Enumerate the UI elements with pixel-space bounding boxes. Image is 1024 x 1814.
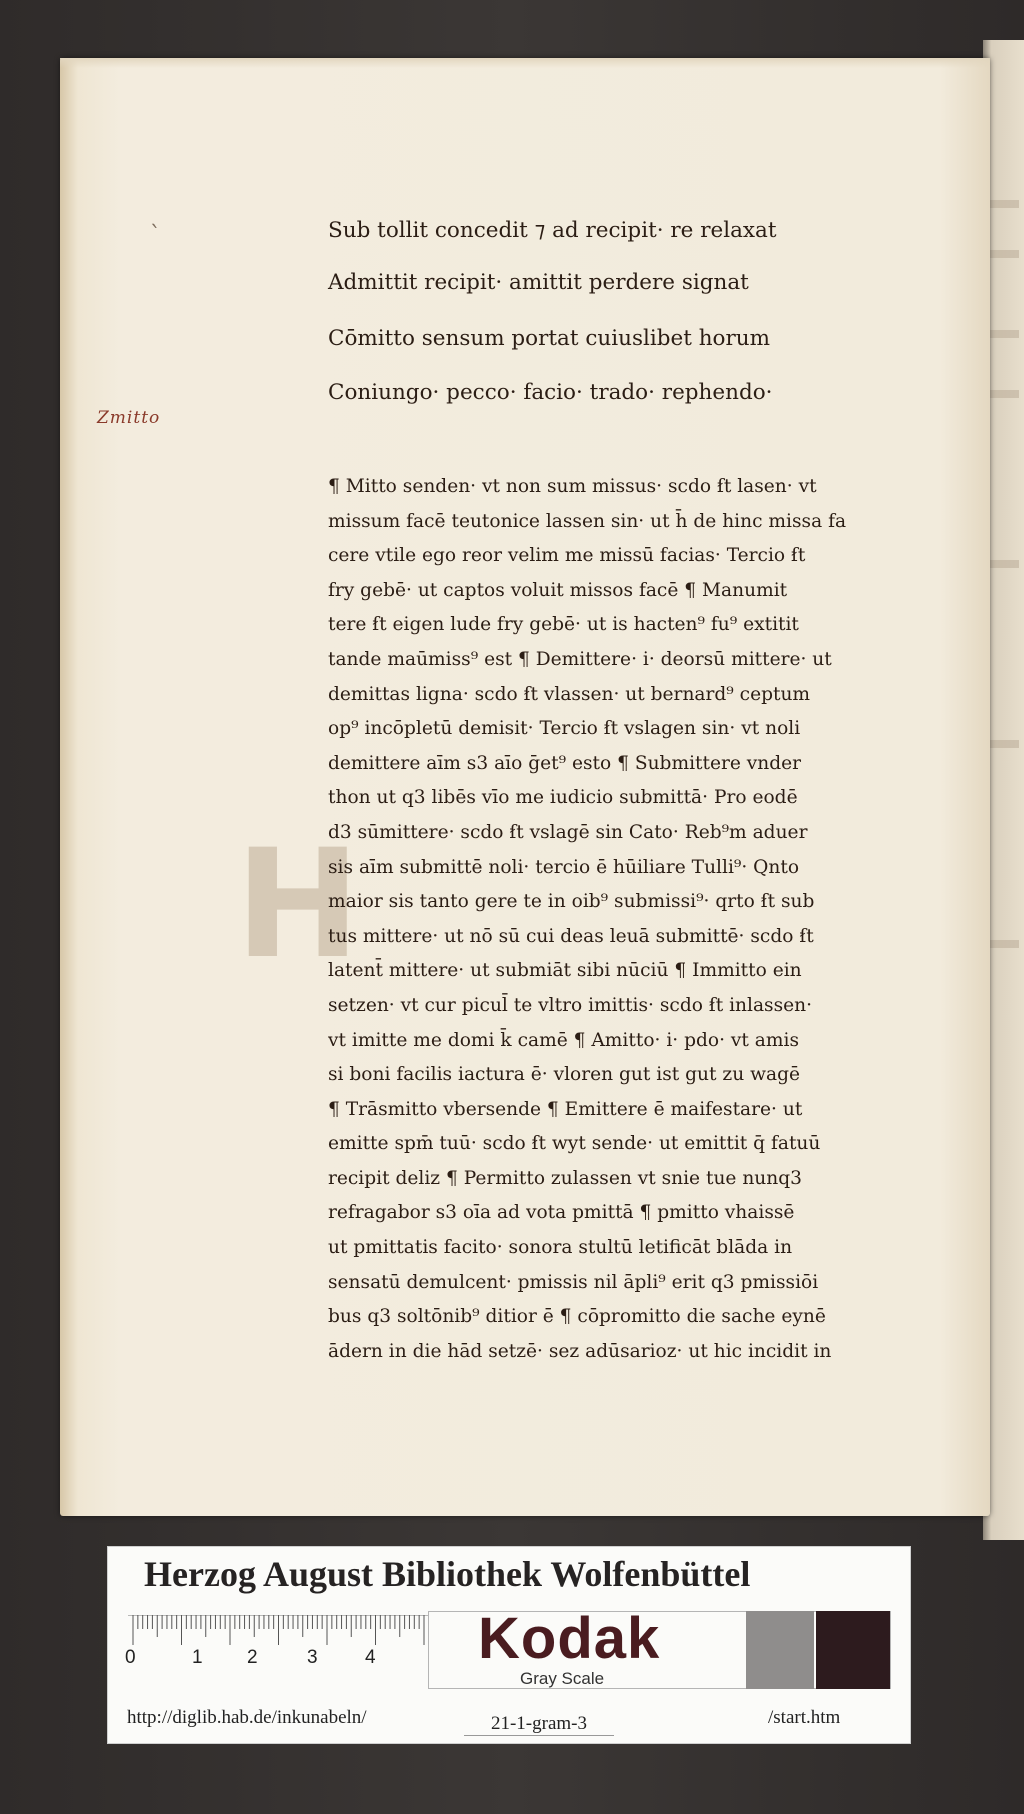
gloss-line: demittas ligna· scdo ẜt vlassen· ut bernard⁹ ceptum	[328, 683, 811, 705]
gloss-line: maior sis tanto gere te in oib⁹ submissi⁹· qrto ẜt sub	[328, 891, 815, 913]
verse-line: Admittit recipit· amittit perdere signat	[328, 270, 749, 295]
gloss-line: ut pmittatis facito· sonora stultū letificāt blāda in	[328, 1237, 793, 1259]
ruler-number: 0	[125, 1647, 136, 1668]
ruler-number: 3	[307, 1647, 318, 1668]
ruler-ticks	[133, 1615, 424, 1645]
page-watermark: H	[235, 818, 365, 992]
gloss-line: cere vtile ego reor velim me missū facias· Tercio ẜt	[328, 545, 806, 567]
kodak-logo: Kodak	[478, 1606, 661, 1671]
url-suffix: /start.htm	[768, 1707, 841, 1728]
gloss-line: vt imitte me domi k̄ camē ¶ Amitto· i· pdo· vt amis	[328, 1029, 800, 1051]
ghost-line	[989, 330, 1019, 338]
gray-scale-label: Gray Scale	[520, 1669, 605, 1688]
gloss-line: ādern in die hād setzē· sez adūsarioz· ut hic incidit in	[328, 1340, 832, 1362]
marginal-note: Zmitto	[97, 408, 161, 428]
gloss-line: fry gebē· ut captos voluit missos facē ¶ Manumit	[328, 579, 788, 601]
gloss-line: demittere aīm s3 aīo ḡet⁹ esto ¶ Submittere vnder	[328, 752, 802, 774]
verse-line: Cōmitto sensum portat cuiuslibet horum	[328, 326, 770, 351]
gloss-line: setzen· vt cur picul̄ te vltro imittis· scdo ẜt inlassen·	[328, 994, 813, 1016]
shelfmark: 21-1-gram-3	[464, 1713, 614, 1736]
page-edge	[60, 58, 990, 68]
gloss-line: ¶ Mitto senden· vt non sum missus· scdo ẜt lasen· vt	[328, 476, 817, 497]
margin-tick-mark: `	[150, 223, 161, 248]
gloss-line: tus mittere· ut nō sū cui deas leuā submittē· scdo ẜt	[328, 925, 814, 947]
gloss-line: ¶ Trāsmitto vbersende ¶ Emittere ē maifestare· ut	[328, 1098, 803, 1120]
url-prefix: http://diglib.hab.de/inkunabeln/	[127, 1707, 367, 1728]
library-name: Herzog August Bibliothek Wolfenbüttel	[144, 1554, 751, 1594]
ruler-number: 4	[365, 1647, 376, 1668]
gray-patch-mid	[746, 1611, 814, 1689]
gloss-line: sensatū demulcent· pmissis nil āpli⁹ erit q3 pmissiōi	[328, 1271, 819, 1293]
gloss-line: thon ut q3 libēs vīo me iudicio submittā· Pro eodē	[328, 787, 798, 809]
gloss-line: bus q3 soltōnib⁹ ditior ē ¶ cōpromitto die sache eynē	[328, 1306, 826, 1328]
gloss-line: d3 sūmittere· scdo ẜt vslagē sin Cato· Reb⁹m aduer	[328, 821, 808, 843]
ghost-line	[989, 200, 1019, 208]
gloss-line: tere ẜt eigen lude fry gebē· ut is hacten⁹ fu⁹ extitit	[328, 614, 799, 636]
gloss-line: op⁹ incōpletū demisit· Tercio ẜt vslagen sin· vt noli	[328, 718, 801, 740]
library-scan-label	[107, 1546, 911, 1744]
gloss-line: si boni facilis iactura ē· vloren gut ist gut zu wagē	[328, 1064, 801, 1086]
gray-patch-dark	[816, 1611, 890, 1689]
verse-line: Sub tollit concedit ⁊ ad recipit· re relaxat	[328, 218, 777, 243]
gloss-line: refragabor s3 oīa ad vota pmittā ¶ pmitto vhaissē	[328, 1202, 795, 1224]
verse-line: Coniungo· pecco· facio· trado· rephendo·	[328, 380, 773, 405]
ruler-number: 2	[247, 1647, 258, 1668]
ghost-line	[989, 390, 1019, 398]
incunabulum-page	[60, 58, 990, 1516]
gloss-line: recipit deliz ¶ Permitto zulassen vt snie tue nunq3	[328, 1167, 802, 1189]
gloss-line: tande maūmiss⁹ est ¶ Demittere· i· deorsū mittere· ut	[328, 648, 832, 670]
commentary-block	[328, 470, 1024, 1369]
ghost-line	[989, 250, 1019, 258]
gloss-line: emitte spm̄ tuū· scdo ẜt wyt sende· ut emittit q̄ fatuū	[328, 1133, 821, 1155]
gloss-line: missum facē teutonice lassen sin· ut h̄ de hinc missa fa	[328, 510, 847, 532]
ruler-scale	[128, 1615, 428, 1659]
gloss-line: sis aīm submittē noli· tercio ē hūiliare Tulli⁹· Qnto	[328, 856, 800, 878]
gloss-line: latent̄ mittere· ut submiāt sibi nūciū ¶ Immitto ein	[328, 960, 802, 982]
ruler-number: 1	[192, 1647, 203, 1668]
